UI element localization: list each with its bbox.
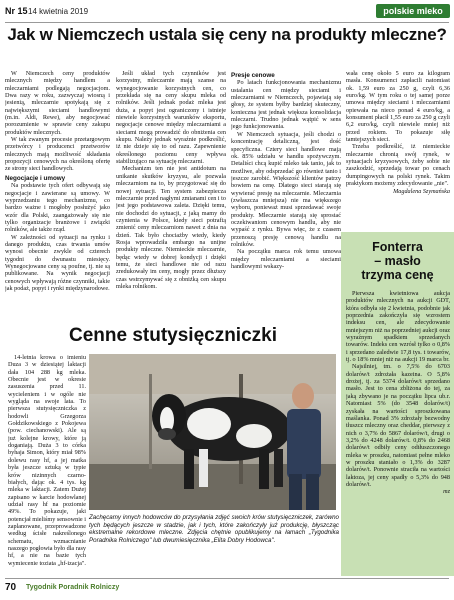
author-signature: Magdalena Szymańska xyxy=(393,187,450,195)
article-column-1 xyxy=(5,70,110,320)
paragraph: Trzeba podkreślić, iż niemieckie mleczarnie chronią swój rynek, w sytuacjach kryzysowych, żeby sobie nie zaszkodzić, sprzedają towar po cenach dumpingowych na polski rynek. Takim praktykom możemy zdecydowanie „nie". xyxy=(346,143,450,188)
article-column-2 xyxy=(116,70,226,330)
paragraph: Na podstawie tych ofert odbywają się negocjacje i zawierane są umowy. W wyprzedzaniu tego mechanizmu, co bardzo ważne i mogłoby posłużyć jako wzór dla Polski, zaangażowały się nie tylko organizacje branżowe i związki rolników, ale także rząd. xyxy=(5,182,110,234)
issue-number: Nr 15 xyxy=(5,6,28,16)
magazine-name: Tygodnik Poradnik Rolniczy xyxy=(26,584,120,591)
paragraph: W Niemczech sytuacja, jeśli chodzi o koncentrację detaliczną, jest dość specyficzna. Cztery sieci handlowe mają ok. 85% udziału w handlu spożywczym. Detaliści chcą kupić mleko tak tanio, jak to możliwe, aby odsprzedać go również tanio i jeszcze zarobić. Większość klientów patrzy bowiem na cenę. Dlatego sieci starają się wywierać presję na mleczarnie. Mleczarnia (zwłaszcza mniejsza) nie ma większego wyboru, ponieważ musi sprzedawać swoje produkty. Mleczarnie starają się sprostać oczekiwaniom cenowym handlu, aby nie wypaść z rynku. Bywa więc, że z czasem przenoszą presję cenową handlu na rolników. xyxy=(231,130,341,248)
paragraph: W Niemczech ceny produktów mlecznych między handlem a mleczarniami podlegają negocjacjom. Dwa razy w roku, zazwyczaj wiosną i jesienią, mleczarnie spotykają się z największymi sieciami handlowymi (m.in. Aldi, Rewe), aby negocjować porozumienie w sprawie ceny zakupu produktów mlecznych. xyxy=(5,70,110,136)
paragraph: W tak zwanym procesie przetargowym przetwórcy i producenci przetworów mlecznych mają możliwość składania propozycji cenowych na określoną ofertę ze strony sieci handlowych. xyxy=(5,136,110,173)
header-divider xyxy=(5,22,449,23)
paragraph: Jeśli układ tych czynników jest korzystny, mleczarnie mają szanse na wynegocjowanie korzystnych cen, co przekłada się na ceny skupu mleka od rolników. Jeśli jednak podaż mleka jest duża, a popyt jest ograniczony i istnieje niewiele korzystnych warunków eksportu, negocjacje cenowe między mleczarniami a sieciami mogą prowadzić do obniżenia cen skupu. Należy jednak wyraźnie podkreślić, iż nie dzieje się to od razu. Zapewnienie określonego poziomu ceny wpływa stabilizująco na sytuację mleczarni. xyxy=(116,70,226,166)
article2-text xyxy=(8,354,86,572)
page-number: 70 xyxy=(5,582,17,593)
article2-title: Cenne stutysięczniczki xyxy=(68,325,278,346)
main-headline: Jak w Niemczech ustala się ceny na produkty mleczne? xyxy=(7,25,447,44)
paragraph: 14-letnia krowa o imieniu Duza 3 w dziesiątej laktacji dała 104 288 kg mleka. Obecnie jest w okresie zasuszenia przed 11. wycieleniem i w ogóle nie wygląda na swoje lata. To pierwsza stutysięczniczka z hodowli Grzegorza Gołdzikowskiego z Pokojewa (pow. ciechanowski). Ale są już kolejne krowy, które ją doganiają. Duża 3 to córka byhaja Simon, który miał 98% dolewu rasy hf, a jej matka była jeszcze sztuką w typie krów nizinnych czarno-białych, dając ok. 4 tys. kg mleka w laktacji. Zatem Dużej zapisano w karcie hodowlanej udział rasy hf na poziomie 49%. To pokazuje, jaki potencjał mieliśmy sensownie i zaplanowane, przeprowadzone według ścisłe nakreślonego schematu, wzmacnianie naszego pogłowia było dla rasy hf, a nie na bazie tych wymiecenie toziata „hf-izacja". xyxy=(8,354,86,567)
paragraph: Najsilniej, tm. o 7,5% do 6703 dolarów/t zdrożała kazeina. O 5,8% drożej, tj. za 5374 dolarów/t sprzedano masło. Jest to cena zbliżona do tej, za jaką zbywano je na początku lipca ub.r. Natomiast 5% (do 3548 dolarów/t) zyskała na wartości sproszkowana maślanka. Ponad 3% zdrożały bezwodny tłuszcz mleczny oraz cheddar, pierwszy z nich o 3,7% do 5867 dolarów/t, drugi o 3,2% do 4248 dolarów/t. 0,8% do 2468 dolarów/t odbiły ceny odtłuszczonego mleka w proszku, natomiast pełne mleko w proszku staniało o 1,3% do 3287 dolarów/t. Ponownie straciła na wartości laktoza, jej ceny spadły o 5,3% do 948 dolarów/t. xyxy=(346,363,450,488)
sidebar-box-title: Fonterra – masło trzyma cenę xyxy=(361,240,434,282)
photo-caption: Zachęcamy innych hodowców do przysyłania zdjęć swoich krów stutysięczniczek, zarówno tych będących jeszcze w stadzie, jak i tych, które zakończyły już produkcję, błyszcząc ekstremalne rekordowe mleczne. Zdjęcia chętnie opublikujemy na łamach „Tygodnika Poradnika Rolniczego" lub dwumiesięcznika „Elita Dobry Hodowca". xyxy=(89,514,339,544)
article-column-4 xyxy=(346,70,450,228)
cow-photo xyxy=(89,354,336,510)
sidebar-signature: mz xyxy=(443,488,450,496)
sidebar-box-text xyxy=(346,290,450,575)
article-column-3 xyxy=(231,70,341,332)
paragraph: Po latach funkcjonowania mechanizmu ustalania cen między sieciami i mleczarniami w Niemczech, pojawiają się głosy, że system byłby bardziej skuteczny, konieczna jest jednak większa konsolidacja mleczarni. Trudno jednak wątpić w sens jego funkcjonowania. xyxy=(231,79,341,131)
subheading: Negocjacje i umowy xyxy=(5,174,66,182)
subheading: Presje cenowe xyxy=(231,72,275,79)
paragraph: Mechanizm ten nie jest antidotum na unikanie skutków kryzysu, ale pozwala mleczarniom na to, by przygotować się do nowej sytuacji. Ten system zabezpiecza mleczarnie przed nagłymi zmianami cen i to jest jego podstawowa zaleta. Dzięki temu, nie dochodzi do sytuacji, z jaką mamy do czynienia w Polsce, kiedy sieci potrafią zmienić ceny mleczarniom nawet z dnia na dzień. Tak było chociażby wtedy, kiedy Rosja wprowadziła embargo na unijne produkty mleczne. Niemieckie mleczarnie, będąc wtedy w dobrej kondycji i dzięki temu, że sieci handlowe nie od razu zredukowały im ceny, mogły przez dłuższy czas wstrzymywać się z obniżką cen skupu mleka rolnikom. xyxy=(116,165,226,290)
section-brand-badge: polskie mleko xyxy=(376,4,450,18)
paragraph: wała cenę około 5 euro za kilogram masła. Konsumenci zapłacili natomiast ok. 1,59 euro za 250 g, czyli 6,36 euro/kg. W tym roku o tej samej porze umowa między sieciami i mleczarniami opiewała na nieco ponad 4 euro/kg, a konsument płacił 1,55 euro za 250 g czyli 6,2 euro/kg, czyli niewiele mniej niż przed rokiem. To pokazuje siłę tamtejszych sieci. xyxy=(346,70,450,144)
issue-date: 14 kwietnia 2019 xyxy=(28,7,89,16)
footer-divider xyxy=(5,578,449,579)
paragraph: Pierwsza kwietniowa aukcja produktów mlecznych na aukcji GDT, która odbyła się 2 kwietnia, podobnie jak poprzednia zakończyła się wzrostem indeksu cen, ale zdecydowanie mniejszym niż na poprzedniej aukcji oraz wyraźnym spadkiem sprzedanych towarów. Indeks cen wzrósł tylko o 0,8% i sprzedano zaledwie 17,8 tys. t towarów, tj. o 18% mniej niż na aukcji 19 marca br. xyxy=(346,290,450,364)
paragraph: Na początku marca rok temu umowa między mleczarniami a sieciami handlowymi wskazy- xyxy=(231,248,341,270)
paragraph: W zależności od sytuacji na rynku i danego produktu, czas trwania umów wynosi obecnie zwykle od czterech tygodni do dwunastu miesięcy. Wynegocjowane ceny są poufne, tj. nie są publikowane. Na wynik negocjacji cenowych wpływają różne czynniki, takie jak podaż, popyt i rynki międzynarodowe. xyxy=(5,233,110,293)
